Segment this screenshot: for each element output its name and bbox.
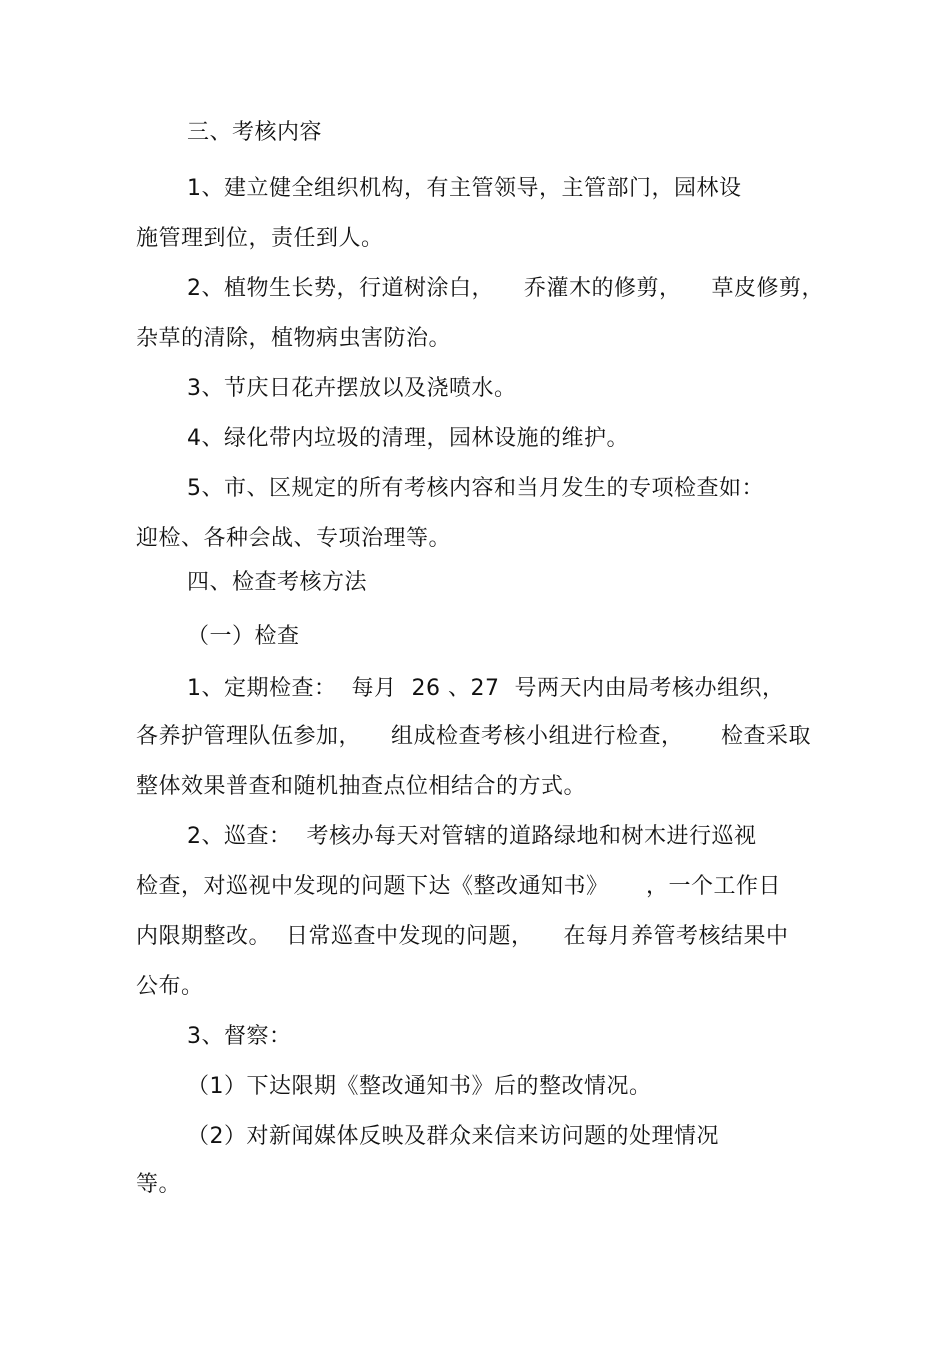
paragraph-line: 3、督察： bbox=[187, 1024, 292, 1049]
paragraph-line: 等。 bbox=[136, 1172, 182, 1197]
paragraph-line: 检查，对巡视中发现的问题下达《整改通知书》 ，一个工作日 bbox=[136, 874, 781, 899]
paragraph-line: 各养护管理队伍参加， 组成检查考核小组进行检查， 检查采取 bbox=[136, 724, 811, 749]
paragraph-line: （1）下达限期《整改通知书》后的整改情况。 bbox=[187, 1074, 652, 1099]
section-heading-assessment-content: 三、考核内容 bbox=[187, 120, 323, 145]
paragraph-line: 公布。 bbox=[136, 974, 204, 999]
paragraph-line: 3、节庆日花卉摆放以及浇喷水。 bbox=[187, 376, 517, 401]
paragraph-line: 施管理到位，责任到人。 bbox=[136, 226, 384, 251]
paragraph-line: 4、绿化带内垃圾的清理，园林设施的维护。 bbox=[187, 426, 629, 451]
paragraph-line: 内限期整改。 日常巡查中发现的问题， 在每月养管考核结果中 bbox=[136, 924, 789, 949]
paragraph-line: 杂草的清除，植物病虫害防治。 bbox=[136, 326, 452, 351]
subsection-heading-inspection: （一）检查 bbox=[187, 624, 300, 649]
paragraph-line: 2、植物生长势，行道树涂白， 乔灌木的修剪， 草皮修剪， bbox=[187, 276, 824, 301]
paragraph-line: 1、建立健全组织机构，有主管领导，主管部门，园林设 bbox=[187, 176, 742, 201]
paragraph-line: 5、市、区规定的所有考核内容和当月发生的专项检查如： bbox=[187, 476, 764, 501]
section-heading-inspection-method: 四、检查考核方法 bbox=[187, 570, 368, 595]
paragraph-line: （2）对新闻媒体反映及群众来信来访问题的处理情况 bbox=[187, 1124, 719, 1149]
paragraph-line: 整体效果普查和随机抽查点位相结合的方式。 bbox=[136, 774, 587, 799]
paragraph-line: 1、定期检查： 每月 26 、27 号两天内由局考核办组织， bbox=[187, 676, 785, 701]
paragraph-line: 迎检、各种会战、专项治理等。 bbox=[136, 526, 452, 551]
paragraph-line: 2、巡查： 考核办每天对管辖的道路绿地和树木进行巡视 bbox=[187, 824, 757, 849]
